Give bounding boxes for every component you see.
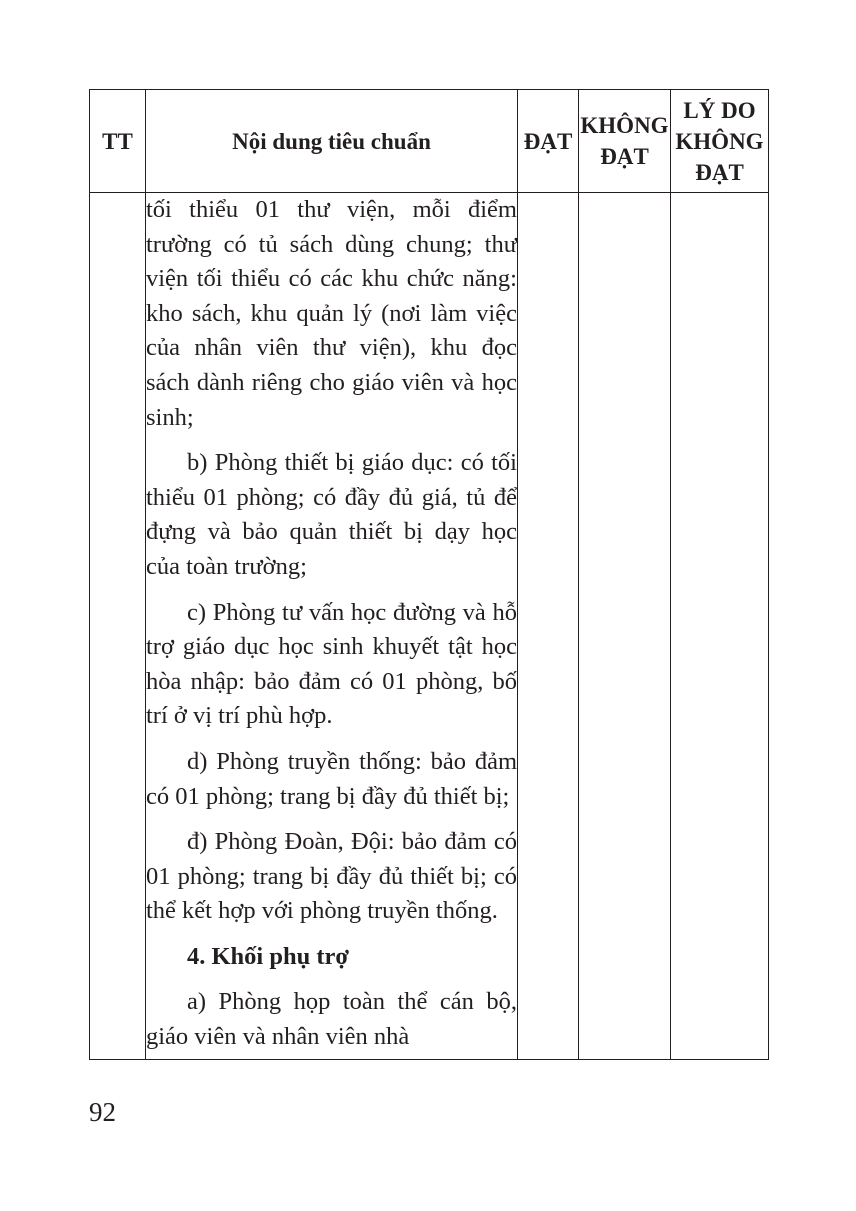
- cell-tt: [90, 193, 146, 1060]
- header-ly-do-line-1: LÝ DO: [683, 97, 756, 123]
- table-row: [90, 193, 769, 1060]
- content-paragraph: c) Phòng tư vấn học đường và hỗ trợ giáo dục học sinh khuyết tật học hòa nhập: bảo đảm có 01 phòng, bố trí ở vị trí phù hợp.: [146, 598, 517, 730]
- content-paragraph: tối thiểu 01 thư viện, mỗi điểm trường có tủ sách dùng chung; thư viện tối thiểu có các khu chức năng: kho sách, khu quản lý (nơi làm việc của nhân viên thư viện), khu đọc sách dành riêng cho giáo viên và học sinh;: [146, 196, 517, 431]
- content-paragraph: b) Phòng thiết bị giáo dục: có tối thiểu 01 phòng; có đầy đủ giá, tủ để đựng và bảo quản thiết bị dạy học của toàn trường;: [146, 449, 517, 580]
- header-ly-do: [671, 90, 769, 193]
- cell-dat: [518, 193, 579, 1060]
- header-content: Nội dung tiêu chuẩn: [146, 90, 518, 193]
- content-paragraph: d) Phòng truyền thống: bảo đảm có 01 phòng; trang bị đầy đủ thiết bị;: [146, 747, 517, 810]
- cell-content: [146, 193, 518, 1060]
- header-dat: ĐẠT: [518, 90, 579, 193]
- header-khong-dat-line-1: KHÔNG: [580, 113, 669, 138]
- section-heading: 4. Khối phụ trợ: [187, 942, 349, 970]
- header-tt: TT: [90, 90, 146, 193]
- table-header-row: [90, 90, 769, 193]
- header-khong-dat: [579, 90, 671, 193]
- header-khong-dat-line-2: ĐẠT: [600, 144, 649, 169]
- content-paragraph: đ) Phòng Đoàn, Đội: bảo đảm có 01 phòng; trang bị đầy đủ thiết bị; có thể kết hợp với phòng truyền thống.: [146, 828, 517, 925]
- content-paragraph: a) Phòng họp toàn thể cán bộ, giáo viên và nhân viên nhà: [146, 988, 517, 1051]
- page-number: 92: [89, 1097, 116, 1127]
- header-ly-do-line-3: ĐẠT: [695, 159, 744, 185]
- header-ly-do-line-2: KHÔNG: [675, 128, 764, 154]
- standards-table: [89, 89, 769, 1060]
- cell-khong-dat: [579, 193, 671, 1060]
- cell-ly-do: [671, 193, 769, 1060]
